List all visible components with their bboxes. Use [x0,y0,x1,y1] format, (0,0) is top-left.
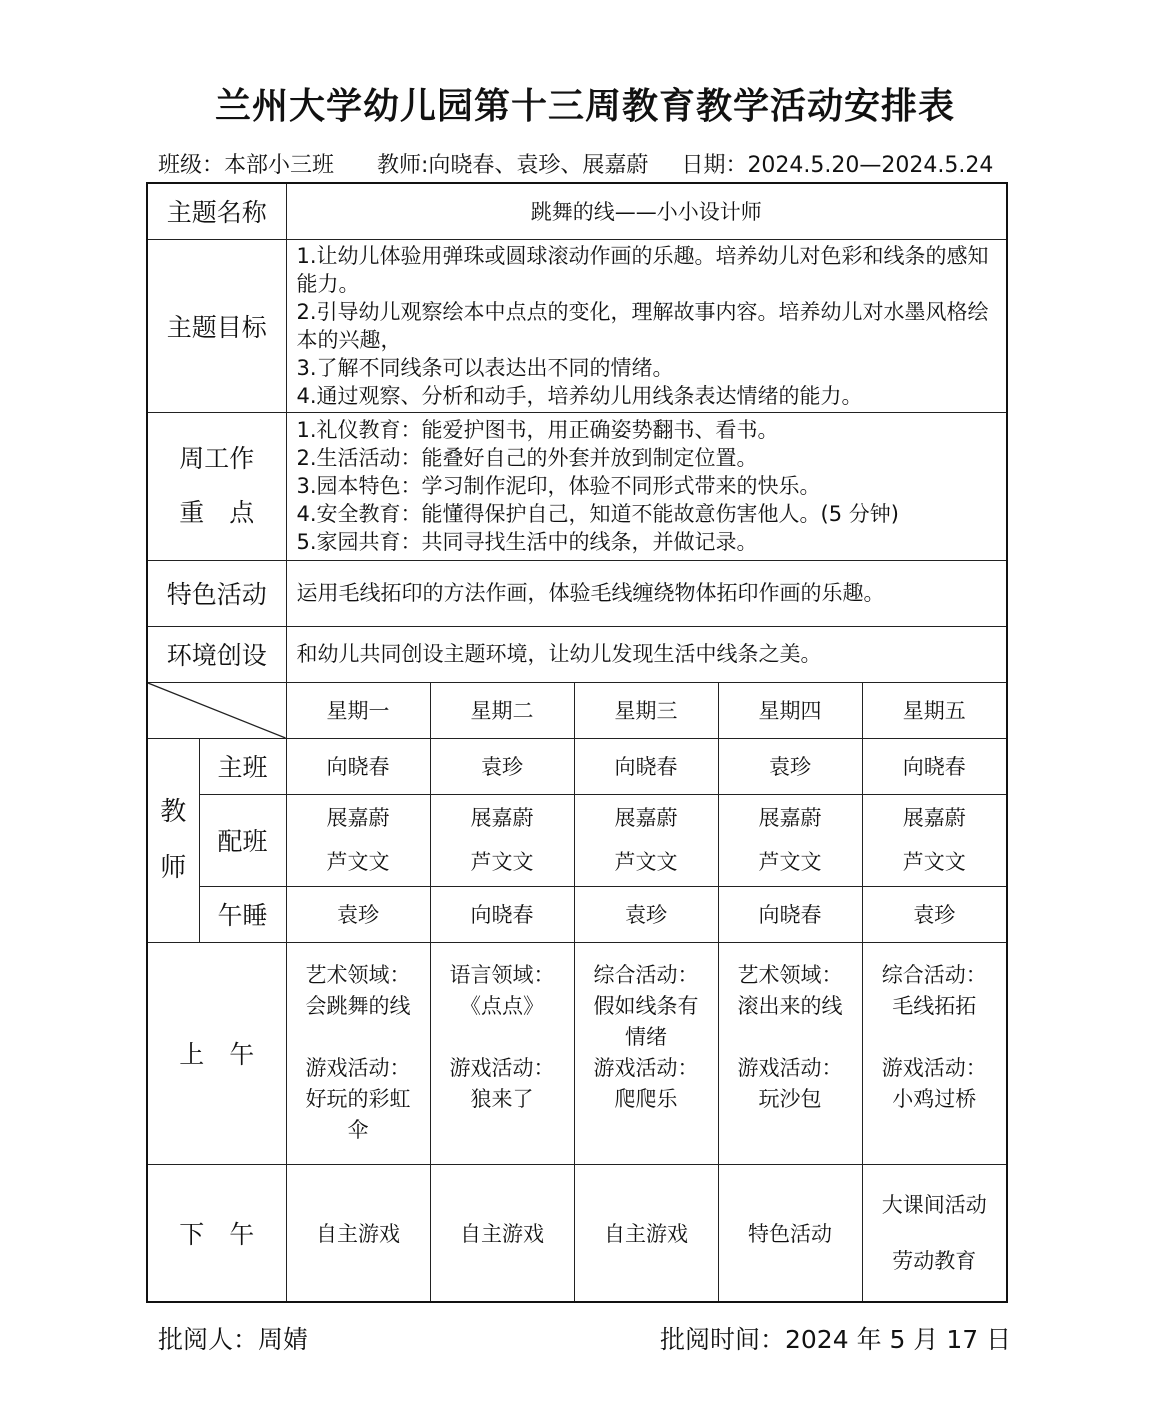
morning-game-cont [719,1115,862,1146]
focus-item: 5.家园共育：共同寻找生活中的线条，并做记录。 [296,530,758,554]
morning-game: 狼来了 [470,1087,534,1111]
morning-activity: 滚出来的线 [737,994,843,1018]
morning-row [147,942,1007,1164]
morning-cell [718,942,862,1164]
teacher-info: 教师:向晓春、袁珍、展嘉蔚 [377,153,649,178]
afternoon-cell: 自主游戏 [574,1164,718,1302]
morning-domain: 语言领域： [449,963,555,987]
assist-teacher: 展嘉蔚 [758,806,822,830]
day-monday: 星期一 [286,682,430,738]
morning-domain: 综合活动： [881,963,987,987]
nap-label: 午睡 [199,886,286,942]
diagonal-line [148,683,286,738]
morning-game-label: 游戏活动： [737,1056,843,1080]
afternoon-row [147,1164,1007,1302]
morning-domain: 艺术领域： [737,963,843,987]
day-wednesday: 星期三 [574,682,718,738]
nap-cell: 袁珍 [286,886,430,942]
morning-game-cont [431,1115,574,1146]
morning-game-label: 游戏活动： [305,1056,411,1080]
morning-cell [430,942,574,1164]
focus-item: 1.礼仪教育：能爱护图书，用正确姿势翻书、看书。 [296,418,779,442]
morning-activity: 《点点》 [460,994,545,1018]
focus-row [147,412,1007,560]
assist-class-cell [862,794,1007,886]
goals-row [147,239,1007,412]
nap-cell: 向晓春 [718,886,862,942]
afternoon-fri-line2: 劳动教育 [892,1248,977,1273]
main-class-row [147,738,1007,794]
day-header-row [147,682,1007,738]
feature-value: 运用毛线拓印的方法作画，体验毛线缠绕物体拓印作画的乐趣。 [286,560,1007,626]
morning-label: 上 午 [147,942,286,1164]
env-label: 环境创设 [147,626,286,682]
page-title: 兰州大学幼儿园第十三周教育教学活动安排表 [214,86,955,127]
main-class-cell: 向晓春 [286,738,430,794]
assist-class-row [147,794,1007,886]
reviewer: 批阅人：周婧 [158,1325,309,1354]
assist-teacher: 展嘉蔚 [470,806,534,830]
schedule-table [146,182,1008,1303]
assist-teacher: 展嘉蔚 [326,806,390,830]
main-class-cell: 向晓春 [862,738,1007,794]
afternoon-cell: 自主游戏 [286,1164,430,1302]
morning-activity-cont: 情绪 [625,1025,668,1049]
teacher-group-label [147,738,199,942]
theme-row [147,183,1007,239]
focus-label [147,412,286,560]
nap-cell: 袁珍 [862,886,1007,942]
nap-cell: 向晓春 [430,886,574,942]
morning-activity: 假如线条有 [593,994,699,1018]
focus-label-line2: 重 点 [179,498,255,527]
focus-item: 2.生活活动：能叠好自己的外套并放到制定位置。 [296,446,758,470]
morning-game-cont [575,1115,718,1146]
assist-class-cell [430,794,574,886]
assist-teacher: 芦文文 [470,850,534,874]
assist-class-cell [286,794,430,886]
focus-label-line1: 周工作 [179,444,255,473]
teacher-group-line1: 教 [160,797,187,827]
main-class-cell: 袁珍 [430,738,574,794]
main-class-cell: 袁珍 [718,738,862,794]
nap-cell: 袁珍 [574,886,718,942]
env-value: 和幼儿共同创设主题环境，让幼儿发现生活中线条之美。 [286,626,1007,682]
morning-game-cont [863,1115,1007,1146]
morning-game-cont: 伞 [347,1118,369,1142]
morning-cell [286,942,430,1164]
morning-game-label: 游戏活动： [593,1056,699,1080]
feature-row [147,560,1007,626]
morning-game: 好玩的彩虹 [305,1087,411,1111]
date-info: 日期：2024.5.20—2024.5.24 [681,153,994,178]
assist-teacher: 芦文文 [614,850,678,874]
morning-activity-cont [287,1022,430,1053]
assist-teacher: 展嘉蔚 [614,806,678,830]
main-class-cell: 向晓春 [574,738,718,794]
theme-value: 跳舞的线——小小设计师 [286,183,1007,239]
morning-game: 爬爬乐 [614,1087,678,1111]
teacher-group-line2: 师 [160,853,187,883]
class-info: 班级：本部小三班 [158,153,335,178]
focus-item: 3.园本特色：学习制作泥印，体验不同形式带来的快乐。 [296,474,821,498]
morning-activity: 毛线拓拓 [892,994,977,1018]
assist-class-label: 配班 [199,794,286,886]
goal-item: 1.让幼儿体验用弹珠或圆球滚动作画的乐趣。培养幼儿对色彩和线条的感知能力。 [296,243,989,296]
morning-cell [862,942,1007,1164]
morning-activity: 会跳舞的线 [305,994,411,1018]
morning-game-label: 游戏活动： [881,1056,987,1080]
assist-class-cell [718,794,862,886]
env-row [147,626,1007,682]
morning-domain: 综合活动： [593,963,699,987]
assist-teacher: 展嘉蔚 [902,806,966,830]
goals-label: 主题目标 [147,239,286,412]
day-tuesday: 星期二 [430,682,574,738]
afternoon-cell: 自主游戏 [430,1164,574,1302]
header-info [158,148,1018,179]
afternoon-cell-friday [862,1164,1007,1302]
morning-activity-cont [863,1022,1007,1053]
feature-label: 特色活动 [147,560,286,626]
day-thursday: 星期四 [718,682,862,738]
day-friday: 星期五 [862,682,1007,738]
goal-item: 2.引导幼儿观察绘本中点点的变化，理解故事内容。培养幼儿对水墨风格绘本的兴趣， [296,299,989,352]
diagonal-corner-cell [147,682,286,738]
morning-game-label: 游戏活动： [449,1056,555,1080]
theme-label: 主题名称 [147,183,286,239]
main-class-label: 主班 [199,738,286,794]
afternoon-label: 下 午 [147,1164,286,1302]
focus-item: 4.安全教育：能懂得保护自己，知道不能故意伤害他人。(5 分钟) [296,502,899,526]
morning-game: 小鸡过桥 [892,1087,977,1111]
goals-content [286,239,1007,412]
assist-class-cell [574,794,718,886]
morning-activity-cont [431,1022,574,1053]
goal-item: 3.了解不同线条可以表达出不同的情绪。 [296,355,674,380]
morning-domain: 艺术领域： [305,963,411,987]
afternoon-cell: 特色活动 [718,1164,862,1302]
focus-content [286,412,1007,560]
nap-row [147,886,1007,942]
review-time: 批阅时间：2024 年 5 月 17 日 [660,1325,1012,1354]
goal-item: 4.通过观察、分析和动手，培养幼儿用线条表达情绪的能力。 [296,383,863,408]
afternoon-fri-line1: 大课间活动 [881,1192,987,1217]
morning-activity-cont [719,1022,862,1053]
morning-cell [574,942,718,1164]
assist-teacher: 芦文文 [326,850,390,874]
morning-game: 玩沙包 [758,1087,822,1111]
assist-teacher: 芦文文 [902,850,966,874]
assist-teacher: 芦文文 [758,850,822,874]
